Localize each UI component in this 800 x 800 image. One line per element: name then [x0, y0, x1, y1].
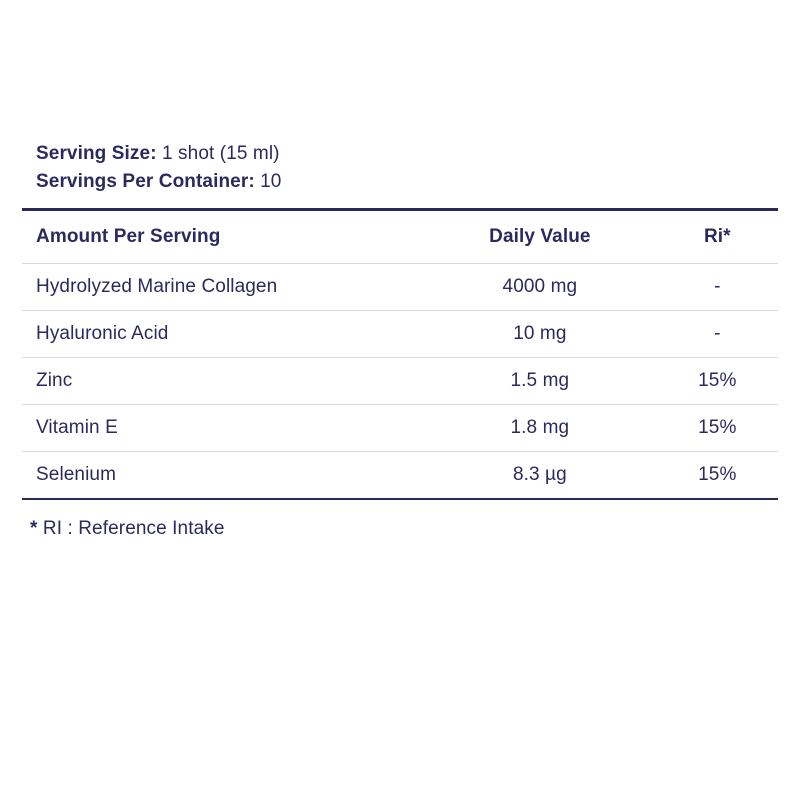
nutrient-ri: 15%	[698, 416, 737, 438]
serving-info	[22, 140, 778, 196]
serving-size-value: 1 shot (15 ml)	[162, 143, 280, 164]
column-header-daily-value: Daily Value	[489, 225, 591, 247]
table-row	[22, 357, 778, 404]
serving-size-line	[36, 140, 778, 168]
column-header-amount-per-serving: Amount Per Serving	[36, 225, 221, 247]
table-row	[22, 263, 778, 310]
table-row	[22, 451, 778, 498]
nutrition-facts-panel	[22, 140, 778, 540]
nutrient-value: 1.5 mg	[510, 369, 570, 391]
servings-per-container-label: Servings Per Container:	[36, 171, 255, 192]
nutrient-value: 10 mg	[513, 322, 567, 344]
table-header-row	[22, 211, 778, 263]
nutrition-table	[22, 211, 778, 498]
nutrient-name: Hydrolyzed Marine Collagen	[36, 275, 278, 297]
servings-per-container-value: 10	[260, 171, 282, 192]
nutrient-value: 8.3 µg	[512, 463, 567, 485]
table-row	[22, 404, 778, 451]
nutrient-ri: 15%	[698, 463, 737, 485]
nutrient-ri: -	[714, 275, 721, 297]
nutrient-name: Hyaluronic Acid	[36, 322, 169, 344]
nutrient-ri: -	[714, 322, 721, 344]
table-bottom-rule	[22, 498, 778, 500]
nutrient-name: Zinc	[36, 369, 73, 391]
nutrient-value: 4000 mg	[502, 275, 578, 297]
footnote	[22, 518, 778, 540]
table-body	[22, 263, 778, 498]
nutrient-value: 1.8 mg	[510, 416, 570, 438]
table-row	[22, 310, 778, 357]
servings-per-container-line	[36, 168, 778, 196]
footnote-star: *	[30, 518, 38, 539]
nutrient-ri: 15%	[698, 369, 737, 391]
nutrient-name: Selenium	[36, 463, 117, 485]
table-header	[22, 211, 778, 263]
nutrient-name: Vitamin E	[36, 416, 118, 438]
footnote-text: RI : Reference Intake	[42, 518, 225, 539]
column-header-ri: Ri*	[703, 225, 731, 247]
serving-size-label: Serving Size:	[36, 143, 157, 164]
